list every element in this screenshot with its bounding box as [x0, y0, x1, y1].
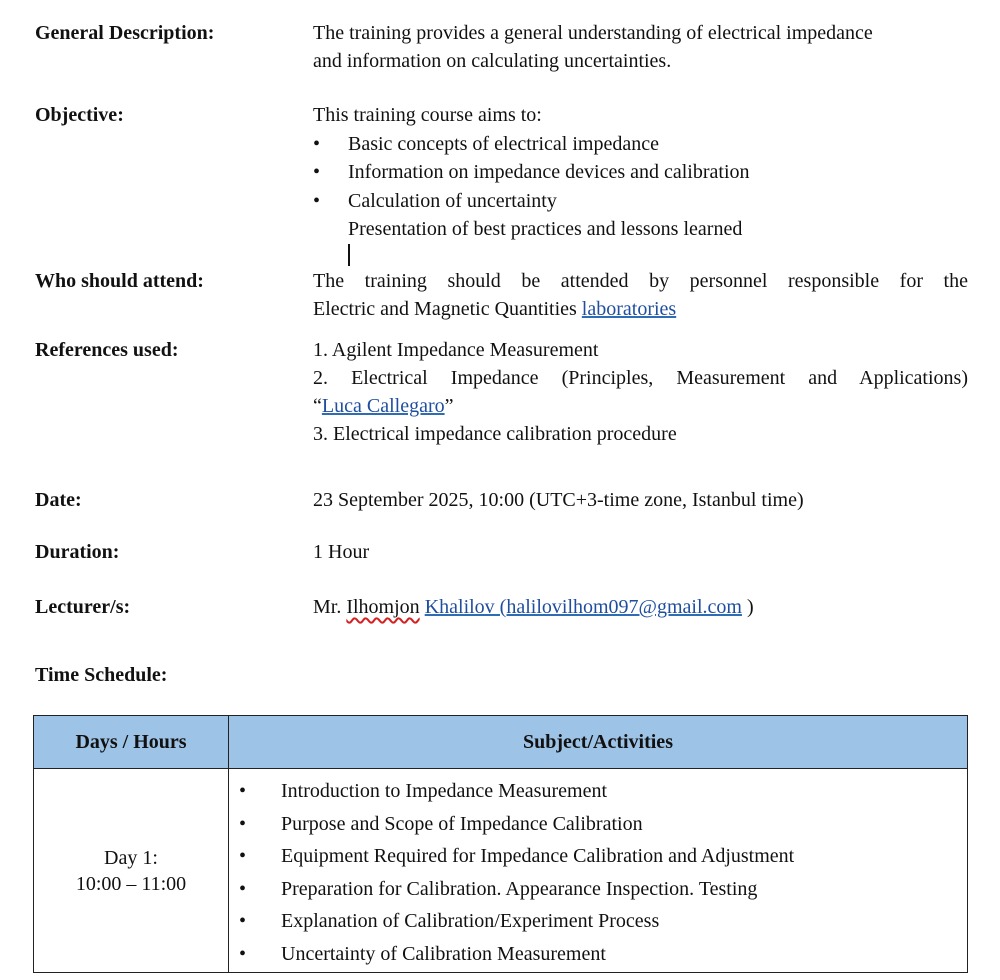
date-label: Date: [35, 489, 82, 511]
reference-2-author [313, 392, 968, 420]
activity-item: • Preparation for Calibration. Appearance Inspection. Testing [239, 873, 967, 906]
header-subject-activities: Subject/Activities [229, 716, 968, 769]
objective-content [313, 101, 968, 274]
general-description-text [313, 19, 968, 75]
activities-list [239, 775, 967, 970]
lecturer-prefix: Mr. [313, 596, 347, 618]
references-label: References used: [35, 339, 179, 361]
schedule-header-row [34, 716, 968, 769]
who-should-attend-label: Who should attend: [35, 270, 204, 292]
day-hours: 10:00 – 11:00 [75, 872, 187, 895]
objective-label: Objective: [35, 104, 124, 126]
general-description-line-1: The training provides a general understanding of electrical impedance [313, 22, 873, 44]
activity-item: • Purpose and Scope of Impedance Calibration [239, 808, 967, 841]
objective-item: • Basic concepts of electrical impedance [313, 130, 968, 159]
open-quote: “ [313, 395, 322, 417]
text-cursor [348, 244, 350, 266]
who-should-attend-line-2 [313, 295, 968, 323]
objective-continuation: Presentation of best practices and lessons learned [348, 218, 743, 240]
activity-item: • Uncertainty of Calibration Measurement [239, 938, 967, 971]
laboratories-link[interactable]: laboratories [581, 298, 677, 320]
objective-item: • Calculation of uncertainty [313, 187, 968, 216]
activities-cell [229, 769, 968, 973]
close-quote: ” [444, 395, 454, 417]
header-days-hours: Days / Hours [34, 716, 229, 769]
activity-item: • Equipment Required for Impedance Calibration and Adjustment [239, 840, 967, 873]
objective-list [313, 130, 968, 244]
reference-3: 3. Electrical impedance calibration procedure [313, 423, 677, 445]
lecturer-suffix: ) [741, 596, 754, 618]
lecturer-first-name: Ilhomjon [346, 596, 420, 618]
objective-intro: This training course aims to: [313, 104, 542, 126]
day-label: Day 1: [104, 846, 158, 869]
reference-1: 1. Agilent Impedance Measurement [313, 339, 599, 361]
reference-2: 2. Electrical Impedance (Principles, Measurement and Applications) [313, 367, 968, 389]
who-should-attend-line-2-text: Electric and Magnetic Quantities [313, 298, 582, 320]
duration-value: 1 Hour [313, 541, 370, 563]
day-cell [34, 769, 229, 973]
time-schedule-label: Time Schedule: [35, 664, 168, 686]
lecturer-label: Lecturer/s: [35, 596, 131, 618]
lecturer-email-link[interactable]: Khalilov (halilovilhom097@gmail.com [424, 596, 742, 618]
schedule-table [33, 715, 968, 973]
date-value: 23 September 2025, 10:00 (UTC+3-time zone, Istanbul time) [313, 489, 804, 511]
who-should-attend-text [313, 267, 968, 323]
lecturer-value [313, 593, 968, 621]
references-list [313, 336, 968, 448]
activity-item: • Explanation of Calibration/Experiment Process [239, 905, 967, 938]
general-description-line-2: and information on calculating uncertainties. [313, 50, 672, 72]
table-row [34, 769, 968, 973]
activity-item: • Introduction to Impedance Measurement [239, 775, 967, 808]
duration-label: Duration: [35, 541, 120, 563]
objective-item: • Information on impedance devices and calibration [313, 158, 968, 187]
author-link[interactable]: Luca Callegaro [321, 395, 445, 417]
general-description-label: General Description: [35, 22, 215, 44]
who-should-attend-line-1: The training should be attended by personnel responsible for the [313, 270, 968, 292]
